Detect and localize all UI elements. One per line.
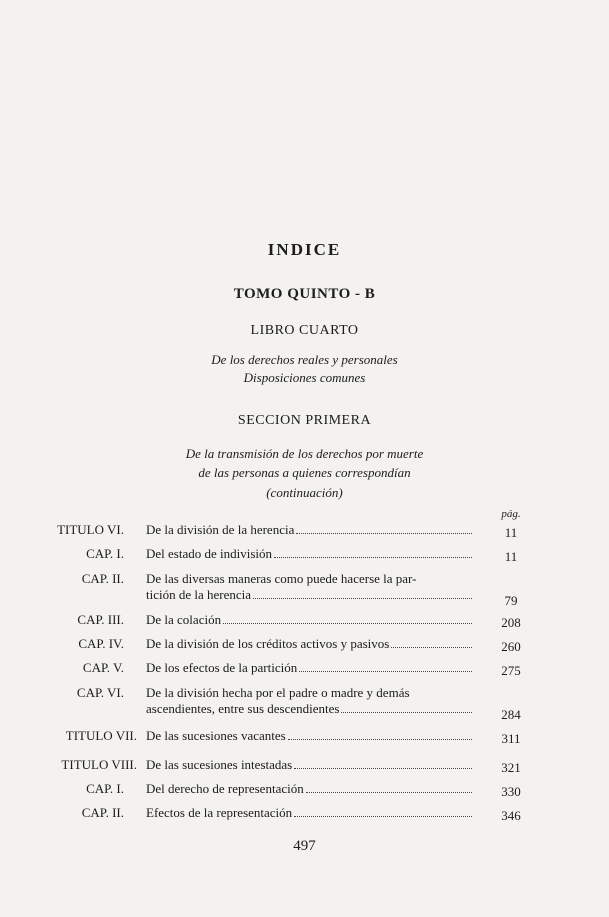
toc-entry-page: 79 — [504, 593, 518, 608]
toc-entry-label-text: CAP. I. — [86, 546, 124, 561]
dot-leader — [288, 738, 472, 740]
toc-entry-label-text: CAP. VI. — [76, 685, 124, 700]
toc-entry-title — [146, 571, 474, 603]
toc-entry-label-text: TITULO VII. — [65, 728, 137, 743]
toc-entry-page: 346 — [501, 808, 521, 823]
toc-entry-title-line: Del derecho de representación — [146, 781, 304, 796]
seccion-subtitle-2: de las personas a quienes correspondían — [198, 465, 411, 480]
toc-entry-title-line: ascendientes, entre sus descendientes — [146, 701, 340, 716]
toc-entry-title-line: De los efectos de la partición — [146, 660, 298, 675]
toc-entry-page: 330 — [501, 784, 521, 799]
libro-subtitle-2: Disposiciones comunes — [243, 370, 366, 385]
toc-entry-label — [66, 728, 137, 744]
dot-leader — [341, 711, 472, 713]
toc-entry-label — [61, 757, 137, 773]
toc-entry-page: 11 — [504, 549, 518, 564]
toc-entry-title-line: Efectos de la representación — [146, 805, 293, 820]
toc-entry-title-line: De la división hecha por el padre o madre y demás — [146, 685, 410, 700]
toc-entry-label — [83, 660, 124, 676]
dot-leader — [294, 815, 472, 817]
toc-entry-page: 311 — [501, 731, 521, 746]
toc-entry-label — [57, 522, 124, 538]
libro-heading: LIBRO CUARTO — [250, 323, 359, 338]
toc-entry-page: 11 — [504, 525, 518, 540]
page-column-label: pág. — [501, 508, 521, 520]
toc-entry-title-line: De la división de la herencia — [146, 522, 295, 537]
seccion-subtitle-1: De la transmisión de los derechos por muerte — [185, 446, 424, 461]
toc-entry-title-line: De las sucesiones vacantes — [146, 728, 286, 743]
toc-entry-title — [146, 728, 474, 744]
toc-entry-page: 321 — [501, 760, 521, 775]
toc-entry-label-text: CAP. II. — [81, 805, 124, 820]
index-heading: INDICE — [267, 240, 342, 259]
toc-entry-label-text: CAP. I. — [86, 781, 124, 796]
tomo-heading: TOMO QUINTO - B — [233, 286, 376, 302]
toc-entry-title — [146, 660, 474, 676]
toc-entry-label — [82, 571, 124, 587]
seccion-heading: SECCION PRIMERA — [237, 413, 372, 428]
toc-entry-page: 260 — [501, 639, 521, 654]
dot-leader — [299, 670, 472, 672]
toc-entry-page: 275 — [501, 663, 521, 678]
toc-entry-page: 284 — [501, 707, 521, 722]
dot-leader — [274, 556, 472, 558]
toc-entry-title-line: De la colación — [146, 612, 222, 627]
toc-entry-label-text: CAP. II. — [81, 571, 124, 586]
dot-leader — [294, 767, 472, 769]
toc-entry-title-line: De las diversas maneras como puede hacerse la par- — [146, 571, 417, 586]
toc-entry-title-line: tición de la herencia — [146, 587, 252, 602]
toc-entry-label-text: TITULO VIII. — [61, 757, 137, 772]
toc-entry-title — [146, 757, 474, 773]
toc-entry-label-text: CAP. V. — [82, 660, 124, 675]
seccion-subtitle-3: (continuación) — [266, 485, 343, 500]
toc-entry-title — [146, 546, 474, 562]
dot-leader — [391, 646, 472, 648]
toc-entry-label — [82, 805, 124, 821]
toc-entry-title — [146, 781, 474, 797]
dot-leader — [253, 597, 472, 599]
toc-entry-label-text: CAP. IV. — [78, 636, 124, 651]
dot-leader — [306, 791, 472, 793]
toc-entry-title — [146, 685, 474, 717]
toc-entry-title-line: De la división de los créditos activos y pasivos — [146, 636, 390, 651]
libro-subtitle-1: De los derechos reales y personales — [211, 352, 398, 367]
toc-entry-title — [146, 612, 474, 628]
dot-leader — [296, 532, 472, 534]
toc-entry-title — [146, 805, 474, 821]
toc-entry-label — [86, 546, 124, 562]
toc-entry-title-line: Del estado de indivisión — [146, 546, 273, 561]
page-number: 497 — [293, 838, 316, 854]
toc-entry-page: 208 — [501, 615, 521, 630]
dot-leader — [223, 622, 472, 624]
toc-entry-label — [86, 781, 124, 797]
toc-entry-title-line: De las sucesiones intestadas — [146, 757, 293, 772]
toc-entry-title — [146, 636, 474, 652]
toc-entry-label-text: CAP. III. — [77, 612, 124, 627]
toc-entry-label-text: TITULO VI. — [57, 522, 124, 537]
toc-entry-label — [77, 685, 124, 701]
toc-entry-label — [77, 612, 124, 628]
toc-entry-title — [146, 522, 474, 538]
toc-entry-label — [78, 636, 124, 652]
